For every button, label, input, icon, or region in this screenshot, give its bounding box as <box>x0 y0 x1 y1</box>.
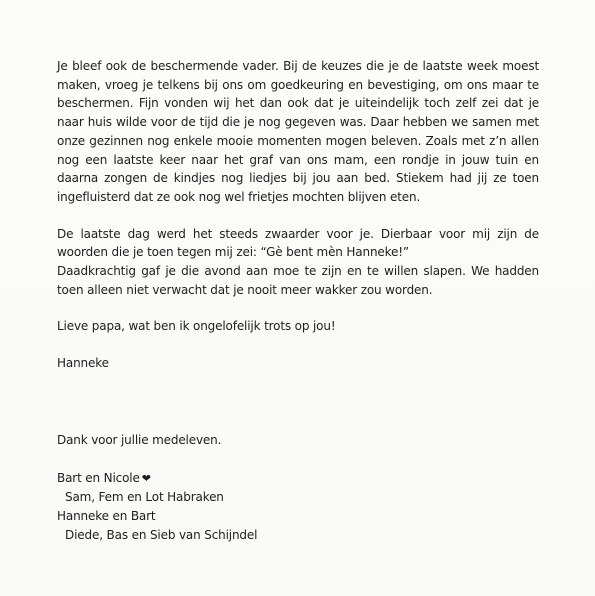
paragraph-protective-father <box>57 57 539 207</box>
text-line: beschermen. Fijn vonden wij het dan ook dat je uiteindelijk toch zelf zei dat je <box>57 96 539 111</box>
text-line: naar huis wilde voor de tijd die je nog gegeven was. Daar hebben we samen met <box>57 115 539 130</box>
letter-text <box>57 57 539 373</box>
text-line: daarna zongen de kindjes nog liedjes bij jou aan bed. Stiekem had jij ze toen <box>57 171 539 186</box>
text-line: Je bleef ook de beschermende vader. Bij de keuzes die je de laatste week moest <box>57 59 539 73</box>
thanks-line: Dank voor jullie medeleven. <box>57 433 222 447</box>
text-line: Lieve papa, wat ben ik ongelofelijk trots op jou! <box>57 319 336 334</box>
paragraph-proud <box>57 317 539 336</box>
closing-section <box>57 431 539 545</box>
text-line: onze gezinnen nog enkele mooie momenten mogen beleven. Zoals met z’n allen <box>57 133 539 148</box>
text-line: nog een laatste keer naar het graf van ons mam, een rondje in jouw tuin en <box>57 152 539 167</box>
family-1-names: Bart en Nicole <box>57 471 140 485</box>
paragraph-last-day <box>57 225 539 300</box>
family-2-children: Diede, Bas en Sieb van Schijndel <box>65 528 258 542</box>
text-line: Daadkrachtig gaf je die avond aan moe te zijn en te willen slapen. We hadden <box>57 264 539 279</box>
text-line: De laatste dag werd het steeds zwaarder voor je. Dierbaar voor mij zijn de <box>57 226 539 241</box>
signature-name: Hanneke <box>57 356 109 371</box>
family-2-names: Hanneke en Bart <box>57 509 156 523</box>
family-1 <box>57 469 539 488</box>
text-line: maken, vroeg je telkens bij ons om goedkeuring en bevestiging, om ons maar te <box>57 77 539 92</box>
text-line: ingefluisterd dat ze ook nog wel frietjes mochten blijven eten. <box>57 189 421 204</box>
text-line: woorden die je toen tegen mij zei: “Gè bent mèn Hanneke!” <box>57 245 409 260</box>
signature <box>57 354 539 373</box>
family-1-children: Sam, Fem en Lot Habraken <box>65 490 224 504</box>
text-line: toen alleen niet verwacht dat je nooit meer wakker zou worden. <box>57 282 433 297</box>
heart-icon: ❤ <box>141 472 151 485</box>
